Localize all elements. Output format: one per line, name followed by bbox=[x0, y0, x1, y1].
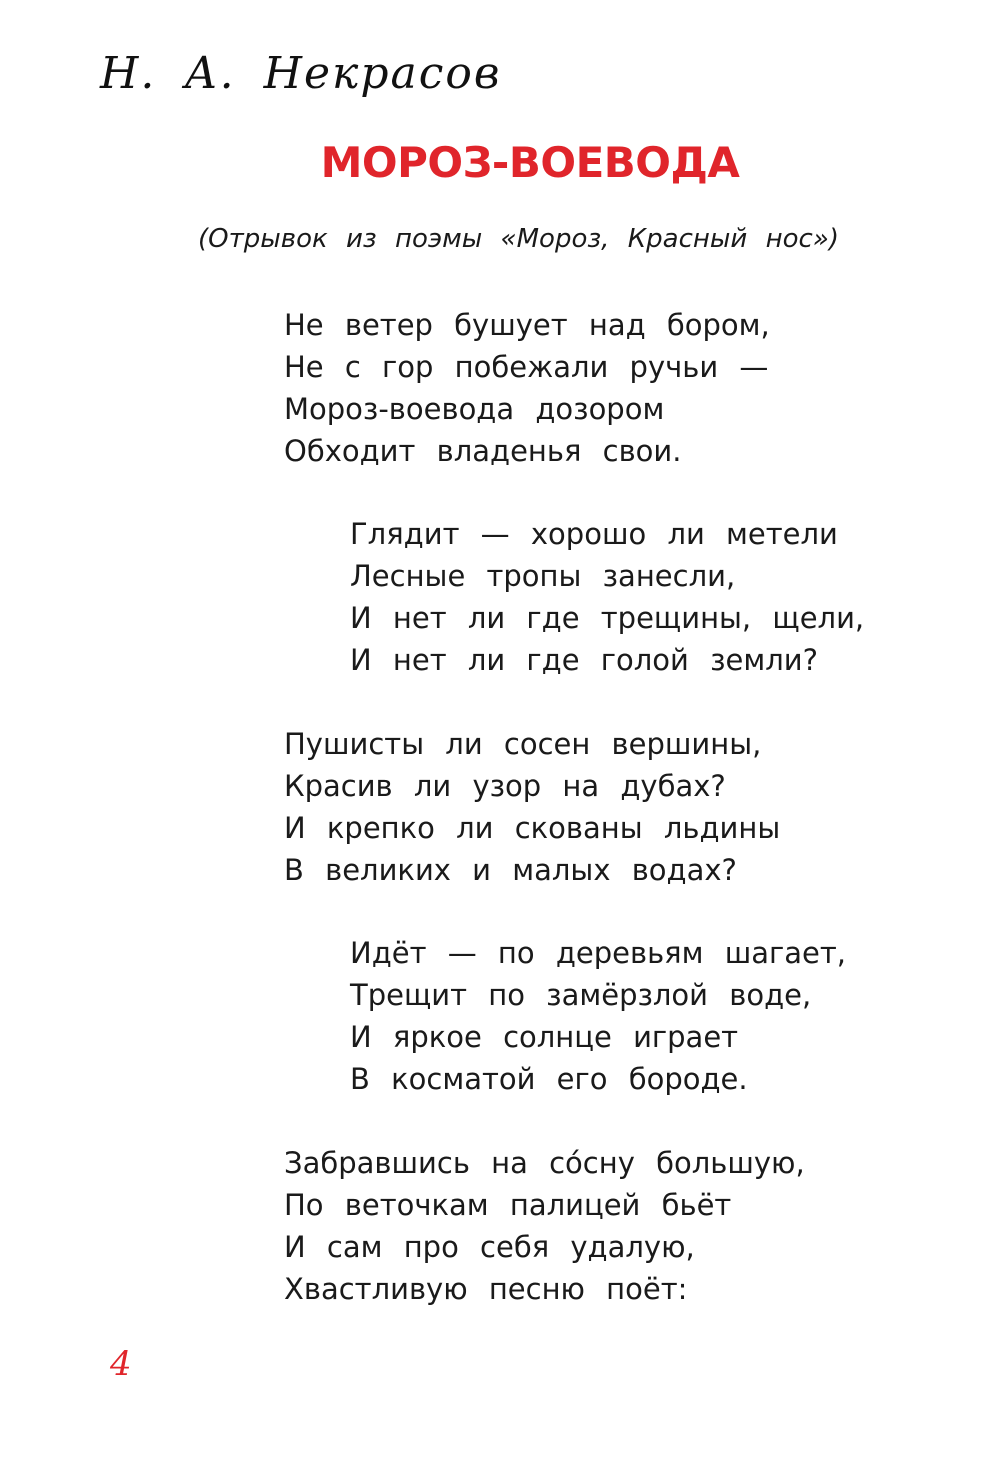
verse-line: Мороз-воевода дозором bbox=[284, 392, 665, 426]
stanza-4 bbox=[350, 932, 846, 1100]
poem-title: МОРОЗ-ВОЕВОДА bbox=[320, 138, 740, 187]
verse-line: Обходит владенья свои. bbox=[284, 434, 682, 468]
author-name: Н. А. Некрасов bbox=[100, 48, 502, 99]
verse-line: По веточкам палицей бьёт bbox=[284, 1188, 732, 1222]
verse-line: Идёт — по деревьям шагает, bbox=[350, 936, 846, 970]
verse-line: Трещит по замёрзлой воде, bbox=[350, 978, 812, 1012]
stanza-1 bbox=[284, 304, 770, 472]
poem-subtitle: (Отрывок из поэмы «Мороз, Красный нос») bbox=[198, 224, 839, 254]
verse-line: В косматой его бороде. bbox=[350, 1062, 748, 1096]
verse-line: И нет ли где голой земли? bbox=[350, 643, 819, 677]
stanza-5 bbox=[284, 1142, 805, 1310]
page-number: 4 bbox=[110, 1344, 132, 1384]
verse-line: Глядит — хорошо ли метели bbox=[350, 517, 838, 551]
stanza-2 bbox=[350, 513, 864, 681]
verse-line: Хвастливую песню поёт: bbox=[284, 1272, 688, 1306]
verse-line: И крепко ли скованы льдины bbox=[284, 811, 781, 845]
verse-line: Забравшись на со́сну большую, bbox=[284, 1146, 805, 1180]
verse-line: В великих и малых водах? bbox=[284, 853, 737, 887]
stanza-3 bbox=[284, 723, 780, 891]
verse-line: Пушисты ли сосен вершины, bbox=[284, 727, 762, 761]
verse-line: Лесные тропы занесли, bbox=[350, 559, 736, 593]
verse-line: И яркое солнце играет bbox=[350, 1020, 739, 1054]
verse-line: Не ветер бушует над бором, bbox=[284, 308, 770, 342]
verse-line: Не с гор побежали ручьи — bbox=[284, 350, 769, 384]
verse-line: И нет ли где трещины, щели, bbox=[350, 601, 865, 635]
verse-line: Красив ли узор на дубах? bbox=[284, 769, 726, 803]
verse-line: И сам про себя удалую, bbox=[284, 1230, 695, 1264]
